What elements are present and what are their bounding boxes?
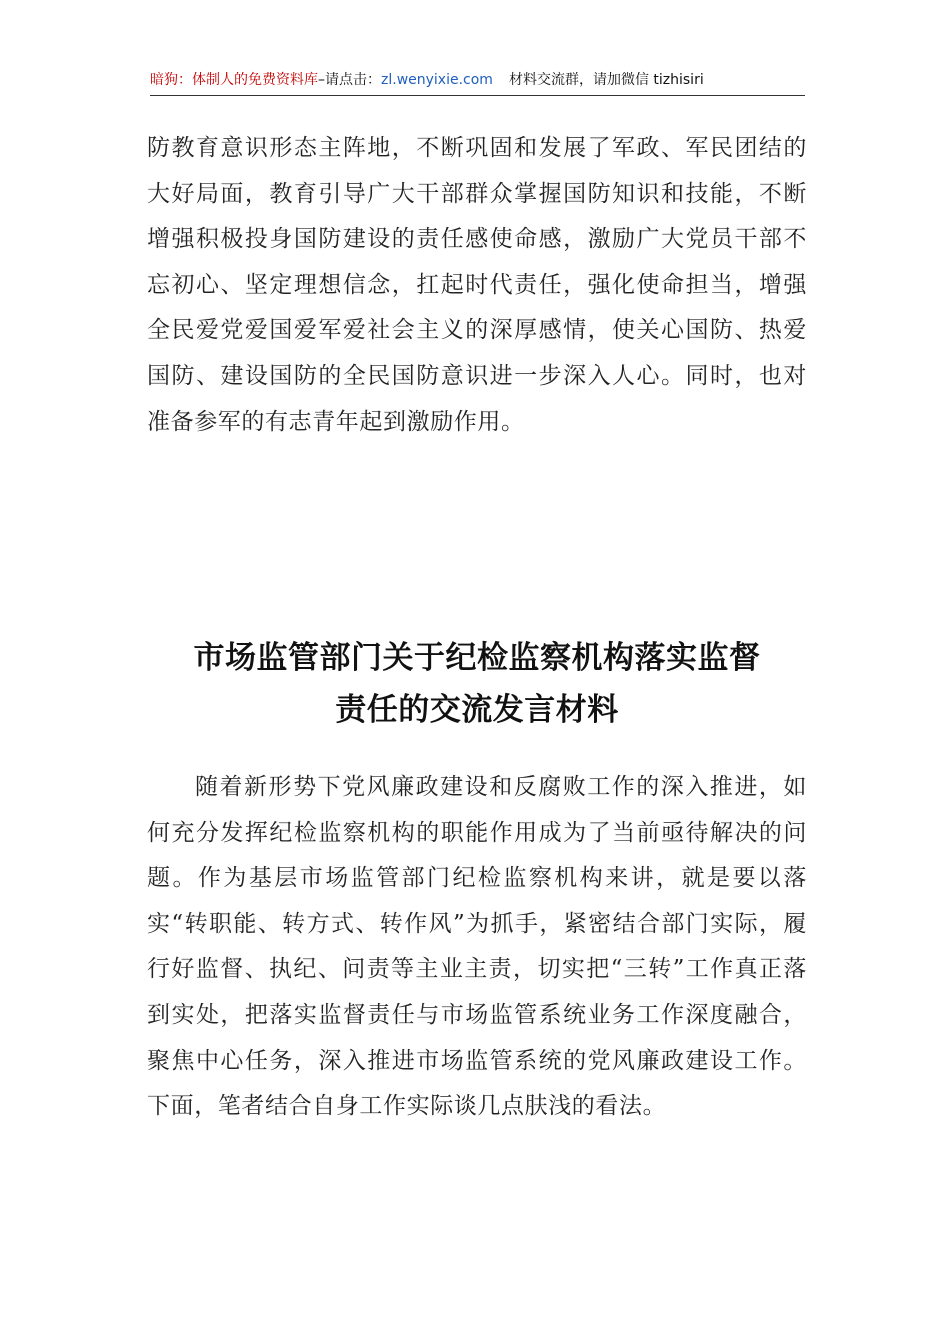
header-link[interactable]: zl.wenyixie.com [381,72,493,88]
body-paragraph-continued: 防教育意识形态主阵地，不断巩固和发展了军政、军民团结的大好局面，教育引导广大干部群众掌握国防知识和技能，不断增强积极投身国防建设的责任感使命感，激励广大党员干部不忘初心、坚定理想信念，扛起时代责任，强化使命担当，增强全民爱党爱国爱军爱社会主义的深厚感情，使关心国防、热爱国防、建设国防的全民国防意识进一步深入人心。同时，也对准备参军的有志青年起到激励作用。 [147,135,807,435]
page-header [150,69,805,96]
title-line-2: 责任的交流发言材料 [335,692,619,728]
title-line-1: 市场监管部门关于纪检监察机构落实监督 [193,640,761,676]
header-contact: 材料交流群，请加微信 tizhisiri [508,72,704,88]
header-prompt: –请点击： [318,72,381,88]
document-title [147,632,807,736]
header-brand: 暗狗：体制人的免费资料库 [150,72,318,88]
body-paragraph-intro: 随着新形势下党风廉政建设和反腐败工作的深入推进，如何充分发挥纪检监察机构的职能作用成为了当前亟待解决的问题。作为基层市场监管部门纪检监察机构来讲，就是要以落实“转职能、转方式、转作风”为抓手，紧密结合部门实际，履行好监督、执纪、问责等主业主责，切实把“三转”工作真正落到实处，把落实监督责任与市场监管系统业务工作深度融合，聚焦中心任务，深入推进市场监管系统的党风廉政建设工作。下面，笔者结合自身工作实际谈几点肤浅的看法。 [147,774,807,1120]
